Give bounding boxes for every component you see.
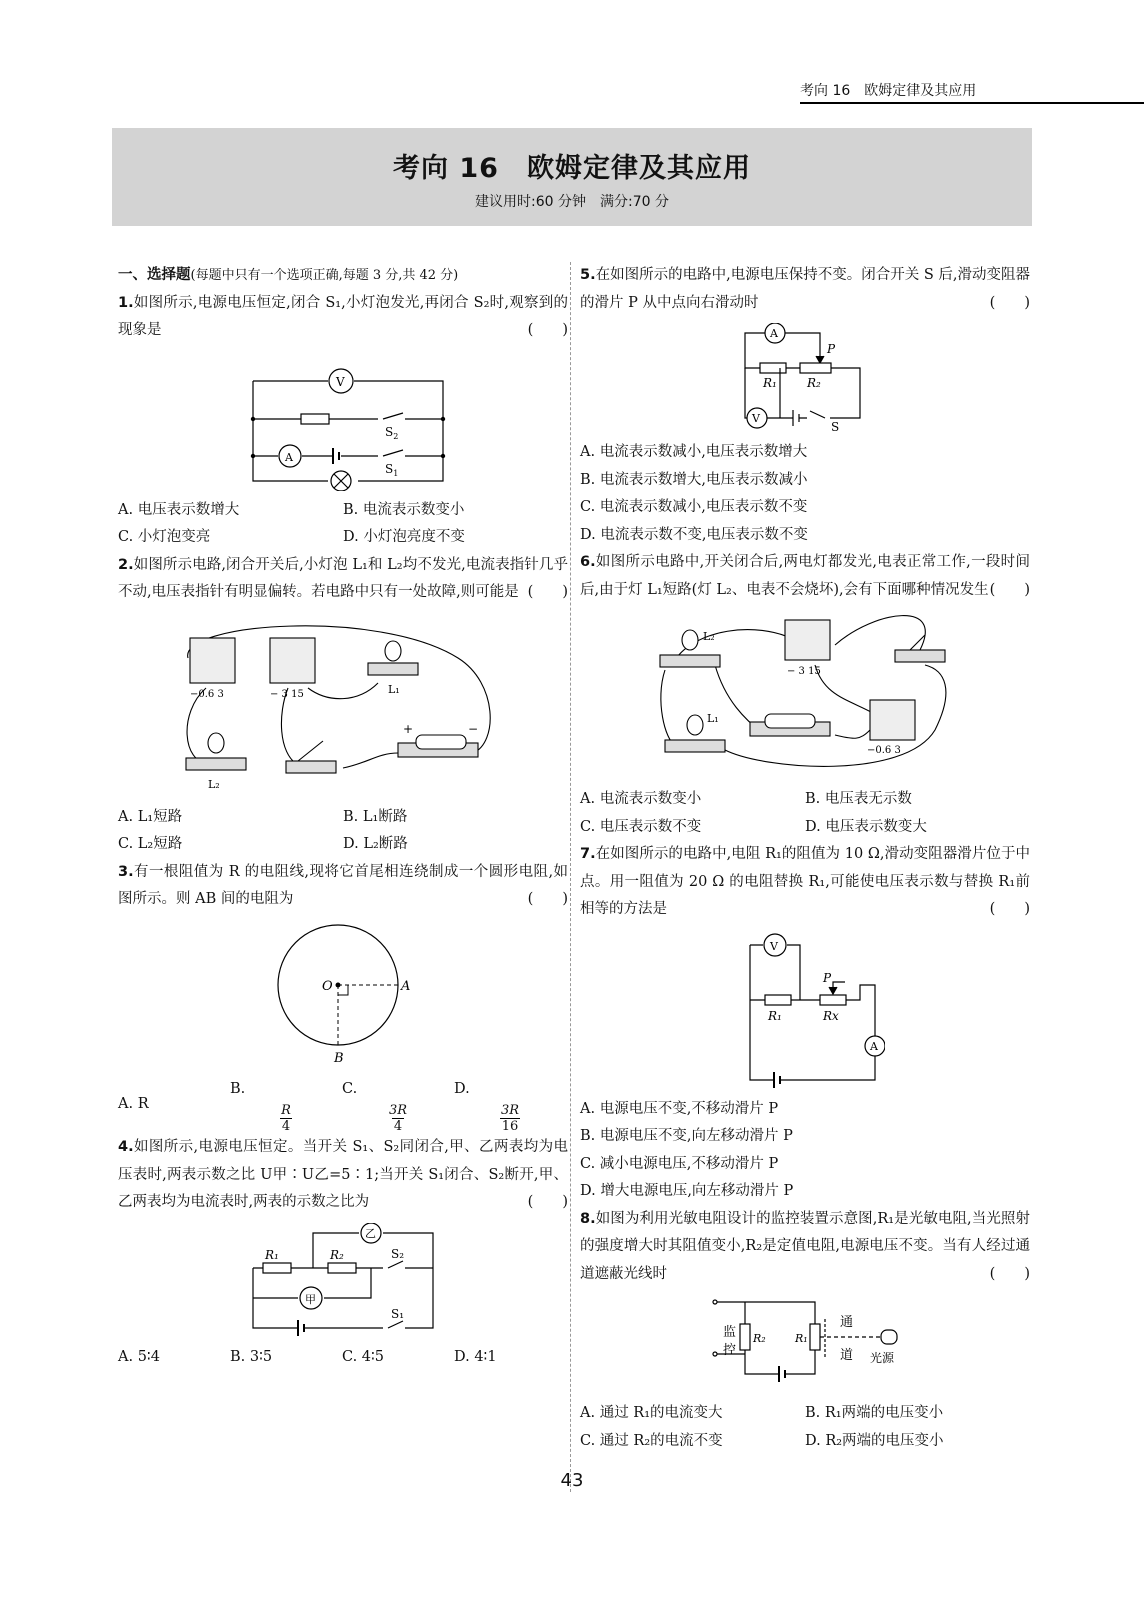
q3-b-numerator: R	[281, 1103, 291, 1118]
q5-option-b: B. 电流表示数增大,电压表示数减小	[580, 471, 808, 488]
question-8	[580, 1206, 1030, 1289]
q6-l2-label: L₂	[703, 630, 715, 643]
q3-c-numerator: 3R	[388, 1103, 408, 1118]
q4-option-a: A. 5∶4	[118, 1348, 160, 1365]
q5-option-d: D. 电流表示数不变,电压表示数不变	[580, 526, 808, 543]
header-rule	[800, 102, 1144, 104]
q1-option-d: D. 小灯泡亮度不变	[343, 529, 465, 545]
answer-paren: ( )	[989, 581, 1030, 598]
q5-option-a: A. 电流表示数减小,电压表示数增大	[580, 444, 808, 460]
q5-p-label: P	[827, 342, 836, 356]
q1-option-a: A. 电压表示数增大	[118, 501, 240, 518]
q3-option-c	[342, 1076, 454, 1135]
q8-text: 如图为利用光敏电阻设计的监控装置示意图,R₁是光敏电阻,当光照射的强度增大时其阻值变小,R₂是定值电阻,电源电压不变。当有人经过通道遮蔽光线时	[580, 1210, 1030, 1282]
answer-paren: ( )	[989, 901, 1030, 917]
q7-option-d: D. 增大电源电压,向左移动滑片 P	[580, 1183, 794, 1199]
q2-options	[118, 804, 568, 859]
q4-options	[118, 1344, 568, 1372]
q8-r2-label: R₂	[753, 1332, 766, 1345]
q2-text: 如图所示电路,闭合开关后,小灯泡 L₁和 L₂均不发光,电流表指针几乎不动,电压表指针有明显偏转。若电路中只有一处故障,则可能是	[118, 556, 568, 600]
q7-options	[580, 1096, 1030, 1206]
answer-paren: ( )	[527, 891, 568, 907]
q3-option-b-fraction	[230, 1103, 342, 1134]
q4-number: 4.	[118, 1139, 134, 1155]
q8-light-source-label: 光源	[870, 1351, 895, 1365]
q8-option-d: D. R₂两端的电压变小	[805, 1432, 944, 1449]
q8-monitor-circuit	[705, 1294, 905, 1394]
q3-a-label: A	[401, 978, 411, 994]
question-2	[118, 552, 568, 607]
q8-option-b: B. R₁两端的电压变小	[805, 1405, 944, 1421]
q2-voltmeter-terminals: − 3 15	[270, 688, 304, 700]
q2-number: 2.	[118, 556, 134, 573]
q8-number: 8.	[580, 1210, 596, 1227]
answer-paren: ( )	[527, 322, 568, 338]
answer-paren: ( )	[527, 1194, 568, 1210]
q5-r1-label: R₁	[763, 376, 777, 390]
q6-voltmeter-terminals: − 3 15	[787, 666, 821, 677]
q3-option-d-label: D.	[454, 1080, 470, 1097]
q8-r1-label: R₁	[795, 1332, 808, 1345]
q3-option-a: A. R	[118, 1096, 149, 1112]
left-column	[118, 262, 568, 1371]
q1-options	[118, 497, 568, 552]
q6-option-b: B. 电压表无示数	[805, 791, 912, 807]
q4-r1-label: R₁	[265, 1247, 279, 1262]
page-subtitle: 建议用时:60 分钟 满分:70 分	[475, 194, 669, 210]
q4-yi-meter: 乙	[365, 1226, 376, 1240]
q5-circuit-diagram	[735, 323, 875, 433]
right-column	[580, 262, 1030, 1455]
ammeter-symbol: A	[770, 327, 778, 340]
q1-option-b: B. 电流表示数变小	[343, 501, 465, 518]
q2-physical-circuit	[178, 613, 508, 798]
q3-d-denominator: 16	[501, 1119, 519, 1134]
question-6	[580, 549, 1030, 604]
page-title: 考向 16 欧姆定律及其应用	[393, 153, 751, 184]
q2-plus-label: +	[403, 721, 414, 736]
q3-option-d	[454, 1076, 566, 1135]
q4-circuit-diagram	[243, 1223, 443, 1338]
q4-r2-label: R₂	[330, 1247, 344, 1262]
section-title: 一、选择题	[118, 267, 191, 283]
page-number: 43	[560, 1470, 584, 1491]
q3-o-label: O	[322, 978, 333, 994]
q8-channel-char-1: 通	[840, 1315, 854, 1330]
q6-text: 如图所示电路中,开关闭合后,两电灯都发光,电表正常工作,一段时间后,由于灯 L₁短路(灯 L₂、电表不会烧坏),会有下面哪种情况发生	[580, 554, 1030, 598]
q7-p-label: P	[823, 970, 832, 985]
answer-paren: ( )	[989, 294, 1030, 311]
q6-option-a: A. 电流表示数变小	[580, 791, 702, 807]
q5-number: 5.	[580, 267, 596, 283]
q3-options	[118, 1076, 568, 1135]
q3-option-c-fraction	[342, 1103, 454, 1134]
q5-s-label: S	[831, 420, 840, 433]
q2-option-c: C. L₂短路	[118, 836, 183, 852]
q8-monitor-char-1: 监	[723, 1325, 737, 1340]
q3-d-numerator: 3R	[500, 1103, 520, 1118]
q1-text: 如图所示,电源电压恒定,闭合 S₁,小灯泡发光,再闭合 S₂时,观察到的现象是	[118, 294, 568, 338]
question-3	[118, 859, 568, 914]
question-1	[118, 290, 568, 345]
q6-l1-label: L₁	[707, 712, 719, 725]
q4-option-b: B. 3∶5	[230, 1348, 273, 1365]
q7-r1-label: R₁	[768, 1008, 782, 1023]
q4-option-c: C. 4∶5	[342, 1348, 385, 1365]
section-heading	[118, 262, 568, 290]
q6-number: 6.	[580, 554, 596, 570]
ammeter-symbol: A	[285, 450, 293, 464]
running-header: 考向 16 欧姆定律及其应用	[800, 83, 977, 99]
q3-b-denominator: 4	[281, 1119, 291, 1134]
q2-ammeter-terminals: −0.6 3	[190, 688, 224, 700]
q7-text: 在如图所示的电路中,电阻 R₁的阻值为 10 Ω,滑动变阻器滑片位于中点。用一阻值为 20 Ω 的电阻替换 R₁,可能使电压表示数与替换 R₁前相等的方法是	[580, 846, 1030, 917]
q4-s1-label: S₁	[391, 1306, 405, 1321]
q3-ring-diagram	[258, 920, 428, 1070]
voltmeter-symbol: V	[336, 374, 345, 389]
column-divider	[570, 262, 571, 1492]
q5-r2-label: R₂	[807, 376, 821, 390]
q3-option-d-fraction	[454, 1103, 566, 1134]
q1-circuit-diagram	[233, 351, 453, 491]
voltmeter-symbol: V	[770, 939, 778, 953]
q4-s2-label: S₂	[391, 1246, 405, 1261]
q3-b-label: B	[334, 1050, 344, 1066]
q3-option-b	[230, 1076, 342, 1135]
q3-text: 有一根阻值为 R 的电阻线,现将它首尾相连绕制成一个圆形电阻,如图所示。则 AB 间的电阻为	[118, 863, 568, 907]
q7-option-b: B. 电源电压不变,向左移动滑片 P	[580, 1128, 793, 1144]
q3-option-b-label: B.	[230, 1080, 246, 1097]
q4-jia-meter: 甲	[305, 1292, 316, 1306]
question-5	[580, 262, 1030, 317]
q1-option-c: C. 小灯泡变亮	[118, 529, 211, 545]
q4-text: 如图所示,电源电压恒定。当开关 S₁、S₂同闭合,甲、乙两表均为电压表时,两表示数之比 U甲∶U乙=5∶1;当开关 S₁闭合、S₂断开,甲、乙两表均为电流表时,两表的示数之比为	[118, 1139, 568, 1210]
answer-paren: ( )	[989, 1265, 1030, 1282]
q1-s2-label: $S_2$	[385, 424, 399, 441]
q2-option-b: B. L₁断路	[343, 808, 408, 825]
q6-options	[580, 786, 1030, 841]
q6-option-d: D. 电压表示数变大	[805, 818, 927, 835]
q2-option-d: D. L₂断路	[343, 836, 408, 852]
q8-option-c: C. 通过 R₂的电流不变	[580, 1432, 723, 1449]
question-7	[580, 841, 1030, 924]
q7-rx-label: Rx	[823, 1008, 839, 1023]
q6-ammeter-terminals: −0.6 3	[867, 745, 901, 756]
q8-options	[580, 1400, 1030, 1455]
q2-minus-label: −	[468, 721, 479, 736]
q8-option-a: A. 通过 R₁的电流变大	[580, 1405, 723, 1421]
q6-option-c: C. 电压表示数不变	[580, 818, 702, 835]
q3-option-c-label: C.	[342, 1080, 358, 1097]
q7-circuit-diagram	[725, 930, 885, 1090]
q1-number: 1.	[118, 294, 134, 311]
q3-number: 3.	[118, 863, 134, 880]
q4-option-d: D. 4∶1	[454, 1348, 497, 1365]
q3-c-denominator: 4	[393, 1119, 403, 1134]
q2-l2-label: L₂	[208, 777, 220, 791]
q8-channel-char-2: 道	[840, 1348, 854, 1363]
answer-paren: ( )	[527, 584, 568, 600]
section-note: (每题中只有一个选项正确,每题 3 分,共 42 分)	[190, 268, 459, 283]
q5-option-c: C. 电流表示数减小,电压表示数不变	[580, 499, 808, 515]
q7-number: 7.	[580, 846, 596, 862]
q2-option-a: A. L₁短路	[118, 808, 183, 825]
title-banner	[112, 128, 1032, 226]
q7-option-a: A. 电源电压不变,不移动滑片 P	[580, 1100, 779, 1117]
q5-options	[580, 439, 1030, 549]
q8-monitor-char-2: 控	[723, 1343, 737, 1358]
q5-text: 在如图所示的电路中,电源电压保持不变。闭合开关 S 后,滑动变阻器的滑片 P 从中点向右滑动时	[580, 267, 1030, 311]
q2-l1-label: L₁	[388, 682, 400, 696]
q7-option-c: C. 减小电源电压,不移动滑片 P	[580, 1155, 779, 1172]
q1-s1-label: $S_1$	[385, 461, 399, 478]
question-4	[118, 1134, 568, 1217]
q6-physical-circuit	[655, 610, 955, 780]
ammeter-symbol: A	[870, 1039, 878, 1053]
voltmeter-symbol: V	[752, 412, 760, 425]
